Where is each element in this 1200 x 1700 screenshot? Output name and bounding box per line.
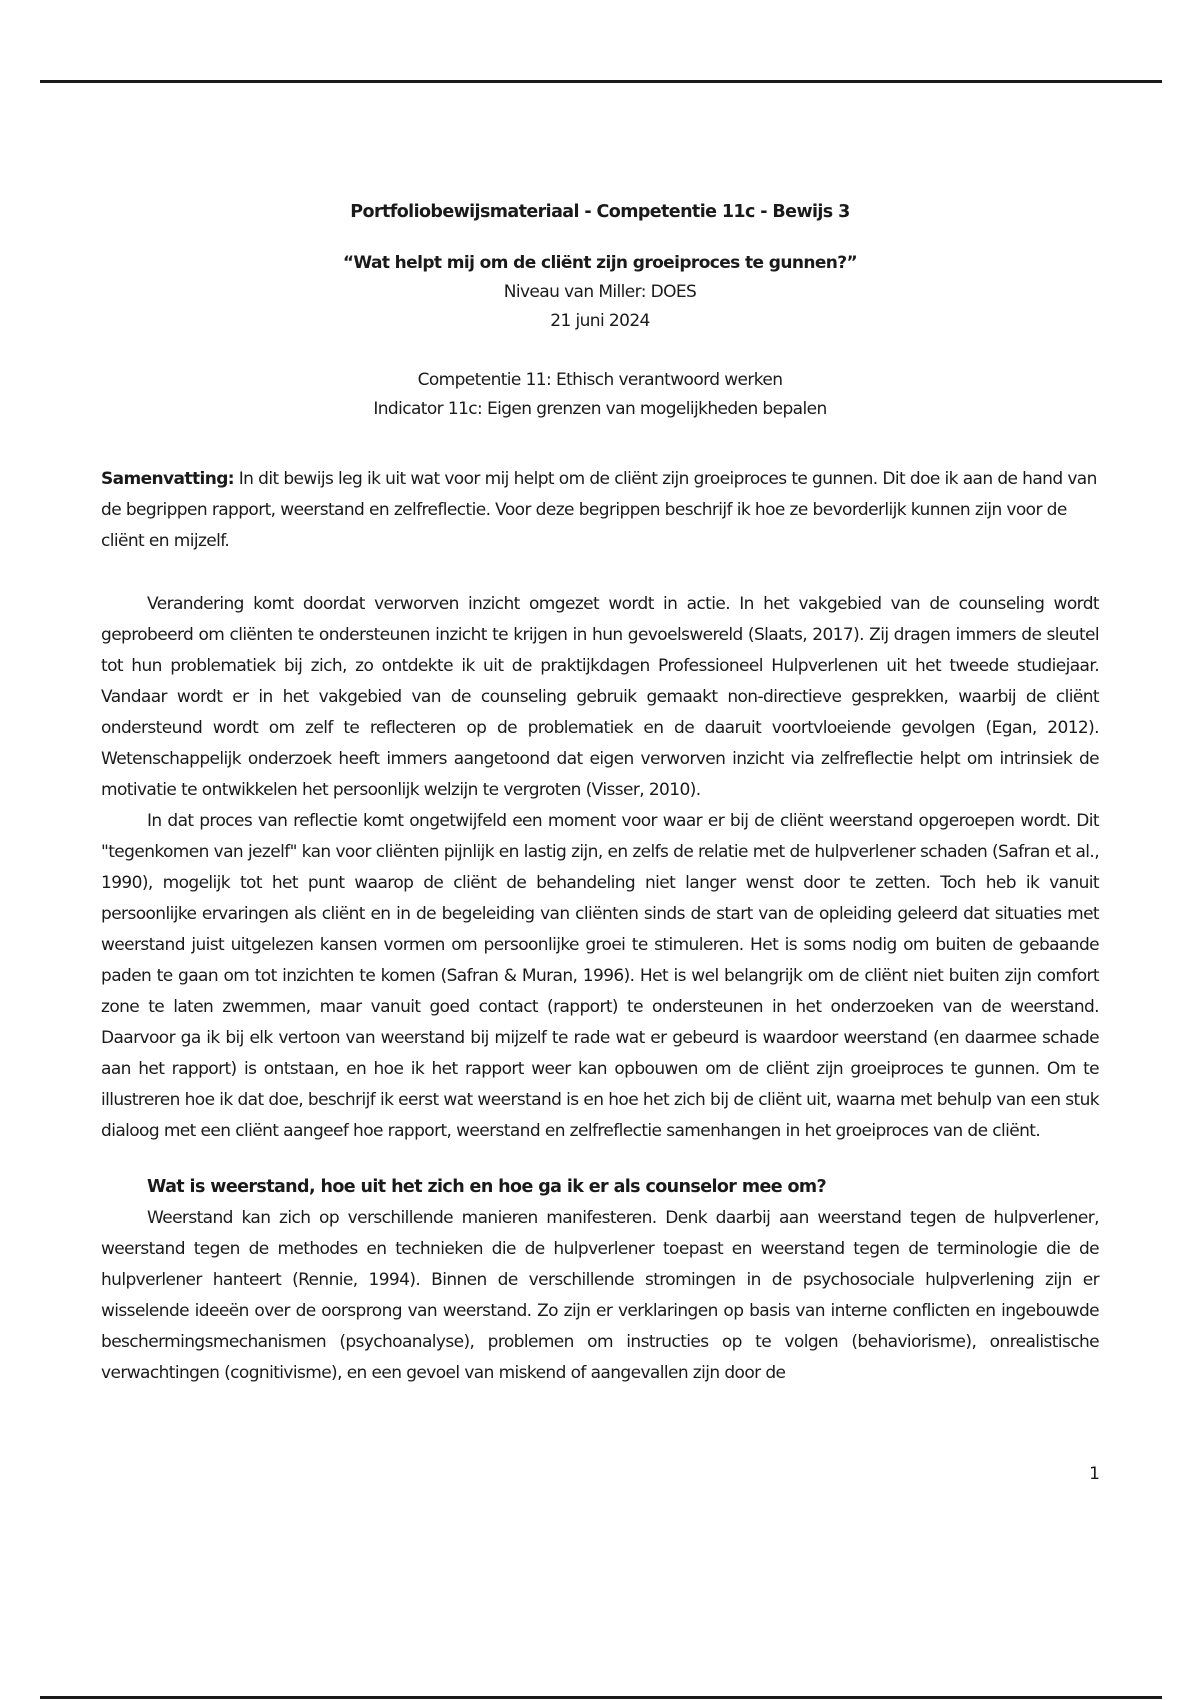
section-heading: Wat is weerstand, hoe uit het zich en hoe ga ik er als counselor mee om? xyxy=(147,1177,827,1197)
document-title: Portfoliobewijsmateriaal - Competentie 11c - Bewijs 3 xyxy=(350,202,850,222)
summary-label: Samenvatting: xyxy=(101,469,234,489)
summary xyxy=(101,464,1099,557)
title-block xyxy=(101,198,1099,424)
central-question: “Wat helpt mij om de cliënt zijn groeiproces te gunnen?” xyxy=(342,253,858,273)
paragraph-1: Verandering komt doordat verworven inzicht omgezet wordt in actie. In het vakgebied van de counseling wordt geprobeerd om cliënten te ondersteunen inzicht te krijgen in hun gevoelswereld (Slaats, 2017). Zij dragen immers de sleutel tot hun problematiek bij zich, zo ontdekte ik uit de praktijkdagen Professioneel Hulpverlenen uit het tweede studiejaar. Vandaar wordt er in het vakgebied van de counseling gebruik gemaakt non-directieve gesprekken, waarbij de cliënt ondersteund wordt om zelf te reflecteren op de problematiek en de daaruit voortvloeiende gevolgen (Egan, 2012). Wetenschappelijk onderzoek heeft immers aangetoond dat eigen verworven inzicht via zelfreflectie helpt om intrinsiek de motivatie te ontwikkelen het persoonlijk welzijn te vergroten (Visser, 2010). xyxy=(101,594,1099,800)
paragraph-3: Weerstand kan zich op verschillende manieren manifesteren. Denk daarbij aan weerstand tegen de hulpverlener, weerstand tegen de methodes en technieken die de hulpverlener toepast en weerstand tegen de terminologie die de hulpverlener hanteert (Rennie, 1994). Binnen de verschillende stromingen in de psychosociale hulpverlening zijn er wisselende ideeën over de oorsprong van weerstand. Zo zijn er verklaringen op basis van interne conflicten en ingebouwde beschermingsmechanismen (psychoanalyse), problemen om instructies op te volgen (behaviorisme), onrealistische verwachtingen (cognitivisme), en een gevoel van miskend of aangevallen zijn door de xyxy=(101,1208,1099,1383)
body-text xyxy=(101,589,1099,1389)
page-number: 1 xyxy=(1089,1464,1100,1484)
bottom-rule xyxy=(40,1696,1162,1699)
summary-text: In dit bewijs leg ik uit wat voor mij helpt om de cliënt zijn groeiproces te gunnen. Dit doe ik aan de hand van de begrippen rapport, weerstand en zelfreflectie. Voor deze begrippen beschrijf ik hoe ze bevorderlijk kunnen zijn voor de cliënt en mijzelf. xyxy=(101,469,1097,551)
document-page xyxy=(101,198,1099,1389)
indicator-line: Indicator 11c: Eigen grenzen van mogelijkheden bepalen xyxy=(373,399,827,419)
competence-block xyxy=(101,366,1099,424)
competence-line: Competentie 11: Ethisch verantwoord werken xyxy=(417,370,783,390)
document-date: 21 juni 2024 xyxy=(550,311,650,331)
miller-level: Niveau van Miller: DOES xyxy=(503,282,697,302)
top-rule xyxy=(40,80,1162,83)
paragraph-2: In dat proces van reflectie komt ongetwijfeld een moment voor waar er bij de cliënt weerstand opgeroepen wordt. Dit "tegenkomen van jezelf" kan voor cliënten pijnlijk en lastig zijn, en zelfs de relatie met de hulpverlener schaden (Safran et al., 1990), mogelijk tot het punt waarop de cliënt de behandeling niet langer wenst door te zetten. Toch heb ik vanuit persoonlijke ervaringen als cliënt en in de begeleiding van cliënten sinds de start van de opleiding geleerd dat situaties met weerstand juist uitgelezen kansen vormen om persoonlijke groei te stimuleren. Het is soms nodig om buiten de gebaande paden te gaan om tot inzichten te komen (Safran & Muran, 1996). Het is wel belangrijk om de cliënt niet buiten zijn comfort zone te laten zwemmen, maar vanuit goed contact (rapport) te ondersteunen in het onderzoeken van de weerstand. Daarvoor ga ik bij elk vertoon van weerstand bij mijzelf te rade wat er gebeurd is waardoor weerstand (en daarmee schade aan het rapport) is ontstaan, en hoe ik het rapport weer kan opbouwen om de cliënt zijn groeiproces te gunnen. Om te illustreren hoe ik dat doe, beschrijf ik eerst wat weerstand is en hoe het zich bij de cliënt uit, waarna met behulp van een stuk dialoog met een cliënt aangeef hoe rapport, weerstand en zelfreflectie samenhangen in het groeiproces van de cliënt. xyxy=(101,811,1099,1141)
